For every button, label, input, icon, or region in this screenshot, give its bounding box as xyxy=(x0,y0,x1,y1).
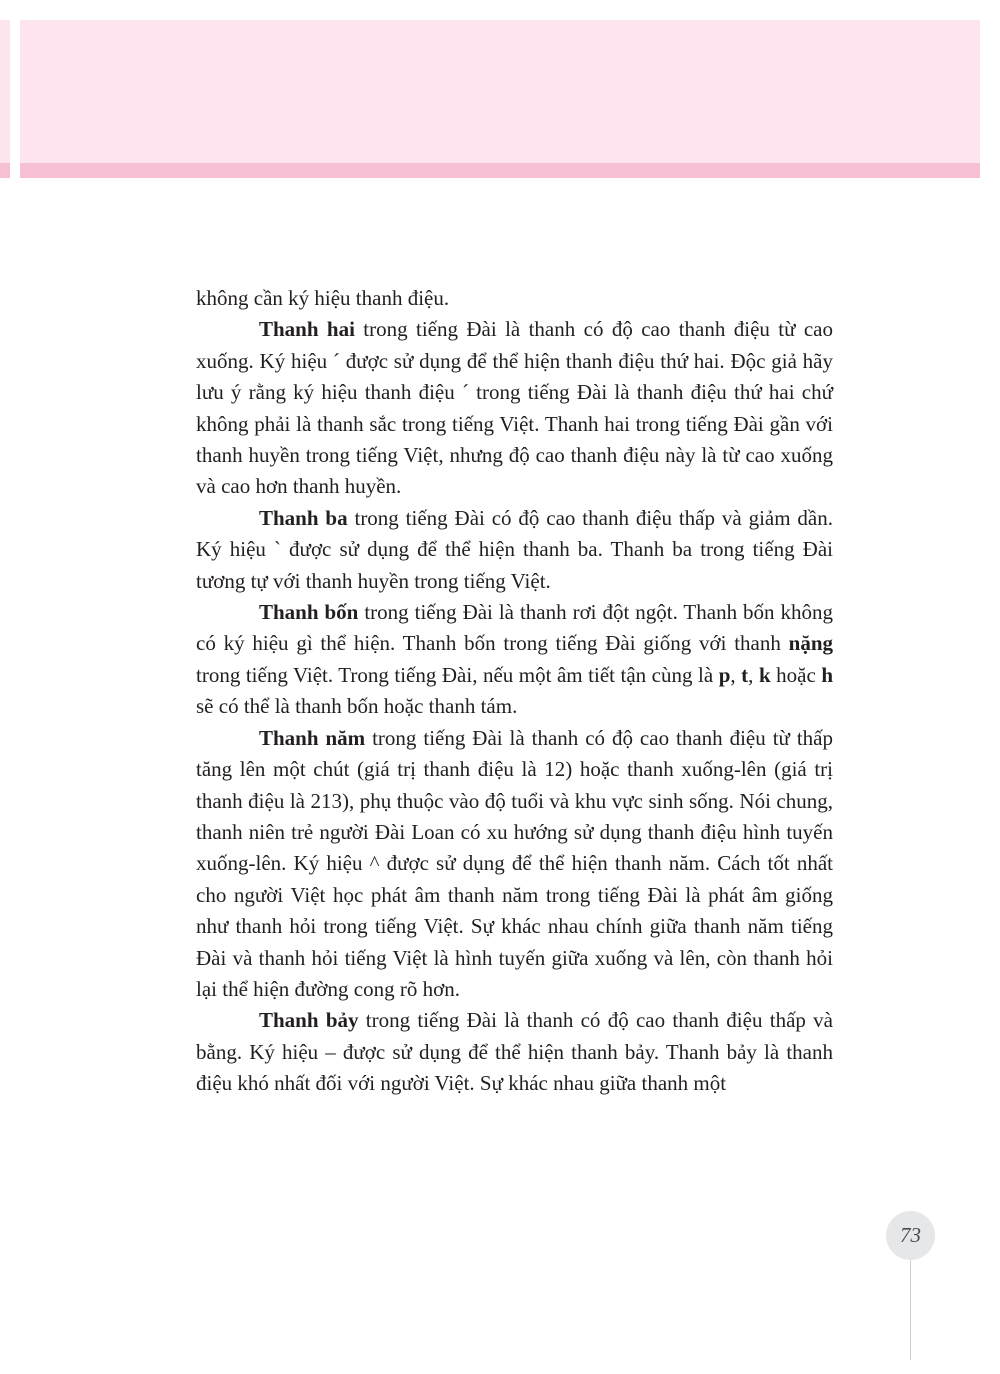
paragraph-thanh-nam xyxy=(196,723,833,1006)
paragraph-continuation xyxy=(196,283,833,314)
term-thanh-hai: Thanh hai xyxy=(259,317,355,342)
term-thanh-ba: Thanh ba xyxy=(259,505,348,530)
left-edge-stripe xyxy=(0,163,10,178)
letter-t: t xyxy=(741,662,749,687)
body-text xyxy=(196,283,833,1100)
paragraph-text: trong tiếng Việt. Trong tiếng Đài, nếu một âm tiết tận cùng là xyxy=(196,662,719,687)
term-nang: nặng xyxy=(788,631,833,656)
paragraph-thanh-hai xyxy=(196,314,833,502)
paragraph-thanh-bay xyxy=(196,1005,833,1099)
left-edge-band xyxy=(0,20,10,178)
separator: , xyxy=(730,662,742,687)
paragraph-text: trong tiếng Đài có độ cao thanh điệu thấp và giảm dần. Ký hiệu ` được sử dụng để thể hiện thanh ba. Thanh ba trong tiếng Đài tương tự với thanh huyền trong tiếng Việt. xyxy=(196,505,833,593)
paragraph-text: không cần ký hiệu thanh điệu. xyxy=(196,286,450,310)
paragraph-text: hoặc xyxy=(770,662,822,687)
page-number-rule xyxy=(910,1260,911,1360)
separator: , xyxy=(748,662,759,687)
term-thanh-bon: Thanh bốn xyxy=(259,600,359,625)
paragraph-text: trong tiếng Đài là thanh có độ cao thanh điệu thấp và bằng. Ký hiệu – được sử dụng để thể hiện thanh bảy. Thanh bảy là thanh điệu khó nhất đối với người Việt. Sự khác nhau giữa thanh một xyxy=(196,1008,833,1096)
paragraph-text: trong tiếng Đài là thanh có độ cao thanh điệu từ cao xuống. Ký hiệu ´ được sử dụng để thể hiện thanh điệu thứ hai. Độc giả hãy lưu ý rằng ký hiệu thanh điệu ´ trong tiếng Đài là thanh điệu thứ hai chứ không phải là thanh sắc trong tiếng Việt. Thanh hai trong tiếng Đài gần với thanh huyền trong tiếng Việt, nhưng độ cao thanh điệu này là từ cao xuống và cao hơn thanh huyền. xyxy=(196,317,833,499)
header-stripe xyxy=(20,163,980,178)
term-thanh-bay: Thanh bảy xyxy=(259,1008,359,1033)
paragraph-thanh-ba xyxy=(196,503,833,597)
paragraph-text: trong tiếng Đài là thanh có độ cao thanh điệu từ thấp tăng lên một chút (giá trị thanh điệu là 12) hoặc thanh xuống-lên (giá trị thanh điệu là 213), phụ thuộc vào độ tuổi và khu vực sinh sống. Nói chung, thanh niên trẻ người Đài Loan có xu hướng sử dụng thanh điệu hình tuyến xuống-lên. Ký hiệu ^ được sử dụng để thể hiện thanh năm. Cách tốt nhất cho người Việt học phát âm thanh năm trong tiếng Đài là phát âm giống như thanh hỏi trong tiếng Việt. Sự khác nhau chính giữa thanh năm tiếng Đài và thanh hỏi tiếng Việt là hình tuyến giữa xuống và lên, còn thanh hỏi lại thể hiện đường cong rõ hơn. xyxy=(196,725,833,1001)
letter-p: p xyxy=(718,662,731,687)
paragraph-text: trong tiếng Đài là thanh rơi đột ngột. Thanh bốn không có ký hiệu gì thể hiện. Thanh bốn trong tiếng Đài giống với thanh xyxy=(196,600,834,656)
letter-k: k xyxy=(758,662,771,687)
letter-h: h xyxy=(821,662,834,687)
paragraph-text: sẽ có thể là thanh bốn hoặc thanh tám. xyxy=(196,694,518,719)
term-thanh-nam: Thanh năm xyxy=(259,725,366,750)
paragraph-thanh-bon xyxy=(196,597,833,723)
header-band xyxy=(20,20,980,163)
page-number: 73 xyxy=(886,1211,935,1260)
